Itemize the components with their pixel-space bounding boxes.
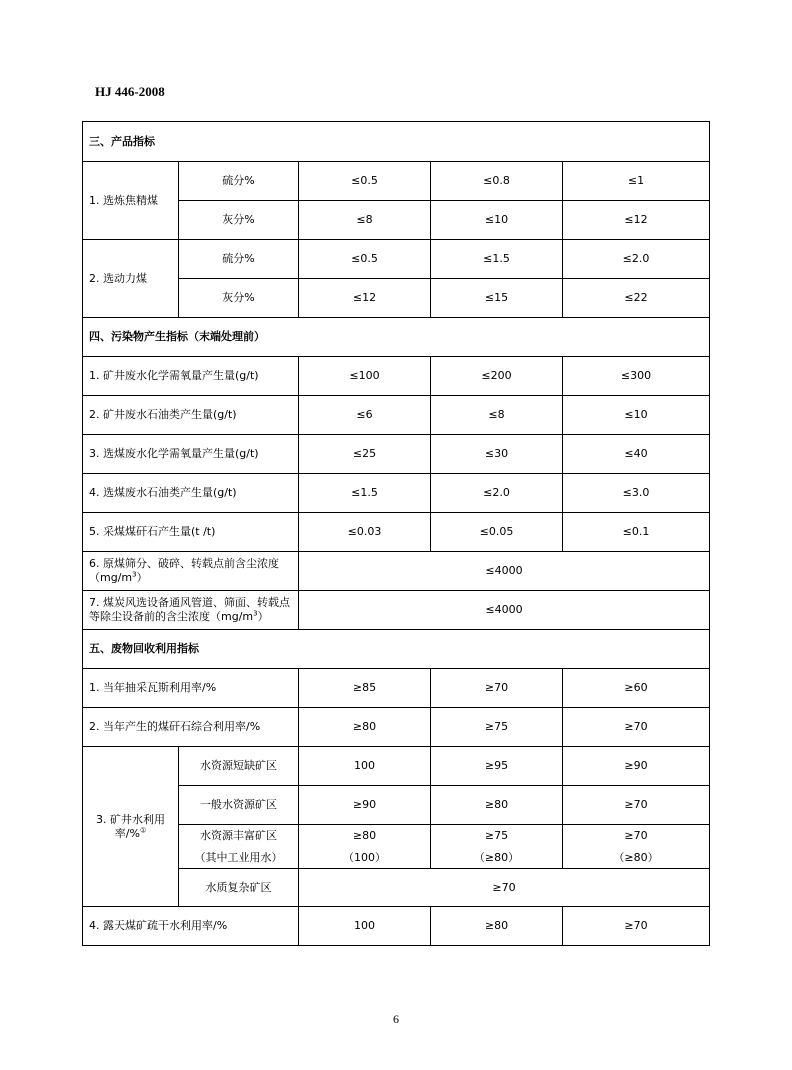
value-cell: ≥75 <box>431 708 563 747</box>
value-cell: ≤2.0 <box>431 474 563 513</box>
value-cell: ≤2.0 <box>563 240 710 279</box>
value-text: （≥80） <box>613 850 659 864</box>
table-row <box>83 907 710 946</box>
table-row <box>83 435 710 474</box>
value-cell: ≥60 <box>563 669 710 708</box>
sub-label: 水质复杂矿区 <box>179 869 299 907</box>
value-cell: ≥70 <box>563 786 710 825</box>
value-cell: ≤0.05 <box>431 513 563 552</box>
table-row <box>83 396 710 435</box>
value-cell: ≤30 <box>431 435 563 474</box>
sub-label: 硫分% <box>179 240 299 279</box>
value-cell: ≥70 <box>563 708 710 747</box>
table-row <box>83 708 710 747</box>
value-cell: ≤100 <box>299 357 431 396</box>
value-text: ≥70 <box>624 828 648 842</box>
row-label: 2. 选动力煤 <box>83 240 179 318</box>
footnote-mark: ① <box>139 825 147 834</box>
row-label: 2. 当年产生的煤矸石综合利用率/% <box>83 708 299 747</box>
row-label: 4. 露天煤矿疏干水利用率/% <box>83 907 299 946</box>
value-cell: ≤4000 <box>299 552 710 591</box>
value-cell: ≤6 <box>299 396 431 435</box>
table-row <box>83 513 710 552</box>
row-label: 3. 选煤废水化学需氧量产生量(g/t) <box>83 435 299 474</box>
section-row <box>83 630 710 669</box>
value-cell: ≤0.5 <box>299 240 431 279</box>
value-cell: ≤0.1 <box>563 513 710 552</box>
value-cell: ≥90 <box>299 786 431 825</box>
value-cell: ≥70 <box>299 869 710 907</box>
value-cell: ≤40 <box>563 435 710 474</box>
section-title-product: 三、产品指标 <box>83 122 710 162</box>
table-row <box>83 240 710 279</box>
sub-label: 一般水资源矿区 <box>179 786 299 825</box>
value-cell: ≤0.5 <box>299 162 431 201</box>
value-cell: ≤1.5 <box>431 240 563 279</box>
value-cell: 100 <box>299 907 431 946</box>
sub-label: 水资源短缺矿区 <box>179 747 299 786</box>
value-cell: ≤10 <box>563 396 710 435</box>
label-text: 水资源丰富矿区 <box>200 828 277 842</box>
sub-label: 硫分% <box>179 162 299 201</box>
row-label <box>83 552 299 591</box>
section-title-reuse: 五、废物回收利用指标 <box>83 630 710 669</box>
sub-label: 灰分% <box>179 201 299 240</box>
value-cell: ≤22 <box>563 279 710 318</box>
row-label <box>83 747 179 907</box>
section-row <box>83 122 710 162</box>
value-cell: ≤10 <box>431 201 563 240</box>
page-number: 6 <box>393 1012 399 1026</box>
value-text: ≥75 <box>484 828 509 842</box>
value-cell <box>299 825 431 869</box>
label-text: 6. 原煤筛分、破碎、转载点前含尘浓度（mg/m <box>89 557 279 584</box>
value-cell: ≥80 <box>431 907 563 946</box>
value-cell: ≥70 <box>563 907 710 946</box>
value-cell: ≥85 <box>299 669 431 708</box>
standard-number: HJ 446-2008 <box>95 84 165 99</box>
section-title-pollutants: 四、污染物产生指标（末端处理前） <box>83 318 710 357</box>
label-text: ） <box>136 571 148 584</box>
value-cell: ≥80 <box>299 708 431 747</box>
row-label <box>83 591 299 630</box>
label-text: （其中工业用水） <box>194 850 283 864</box>
value-cell: 100 <box>299 747 431 786</box>
value-cell: ≥80 <box>431 786 563 825</box>
row-label: 1. 矿井废水化学需氧量产生量(g/t) <box>83 357 299 396</box>
label-text: 7. 煤炭风选设备通风管道、筛面、转载点等除尘设备前的含尘浓度（mg/m <box>89 596 290 623</box>
table-row <box>83 162 710 201</box>
superscript: 3 <box>132 570 137 579</box>
value-cell: ≥95 <box>431 747 563 786</box>
value-cell: ≤8 <box>431 396 563 435</box>
value-cell: ≤12 <box>299 279 431 318</box>
value-cell: ≤15 <box>431 279 563 318</box>
value-cell: ≤0.03 <box>299 513 431 552</box>
value-cell: ≤1 <box>563 162 710 201</box>
row-label: 1. 当年抽采瓦斯利用率/% <box>83 669 299 708</box>
value-text: ≥80 <box>352 828 377 842</box>
table-row <box>83 474 710 513</box>
value-cell: ≤4000 <box>299 591 710 630</box>
row-label: 2. 矿井废水石油类产生量(g/t) <box>83 396 299 435</box>
value-cell: ≤3.0 <box>563 474 710 513</box>
table-row <box>83 669 710 708</box>
value-cell: ≤12 <box>563 201 710 240</box>
row-label: 1. 选炼焦精煤 <box>83 162 179 240</box>
value-cell: ≥70 <box>431 669 563 708</box>
row-label: 5. 采煤煤矸石产生量(t /t) <box>83 513 299 552</box>
sub-label: 灰分% <box>179 279 299 318</box>
superscript: 3 <box>253 609 258 618</box>
value-text: （100） <box>343 850 386 864</box>
table-row <box>83 552 710 591</box>
value-cell <box>431 825 563 869</box>
label-text: 3. 矿井水利用率/% <box>96 812 165 840</box>
value-text: （≥80） <box>473 850 520 864</box>
indicator-table <box>82 121 710 946</box>
value-cell: ≤200 <box>431 357 563 396</box>
value-cell: ≤1.5 <box>299 474 431 513</box>
value-cell: ≤8 <box>299 201 431 240</box>
value-cell <box>563 825 710 869</box>
value-cell: ≤300 <box>563 357 710 396</box>
table-row <box>83 357 710 396</box>
table-row <box>83 591 710 630</box>
sub-label <box>179 825 299 869</box>
value-cell: ≤0.8 <box>431 162 563 201</box>
label-text: ） <box>257 610 269 623</box>
value-cell: ≥90 <box>563 747 710 786</box>
section-row <box>83 318 710 357</box>
value-cell: ≤25 <box>299 435 431 474</box>
table-row <box>83 747 710 786</box>
row-label: 4. 选煤废水石油类产生量(g/t) <box>83 474 299 513</box>
